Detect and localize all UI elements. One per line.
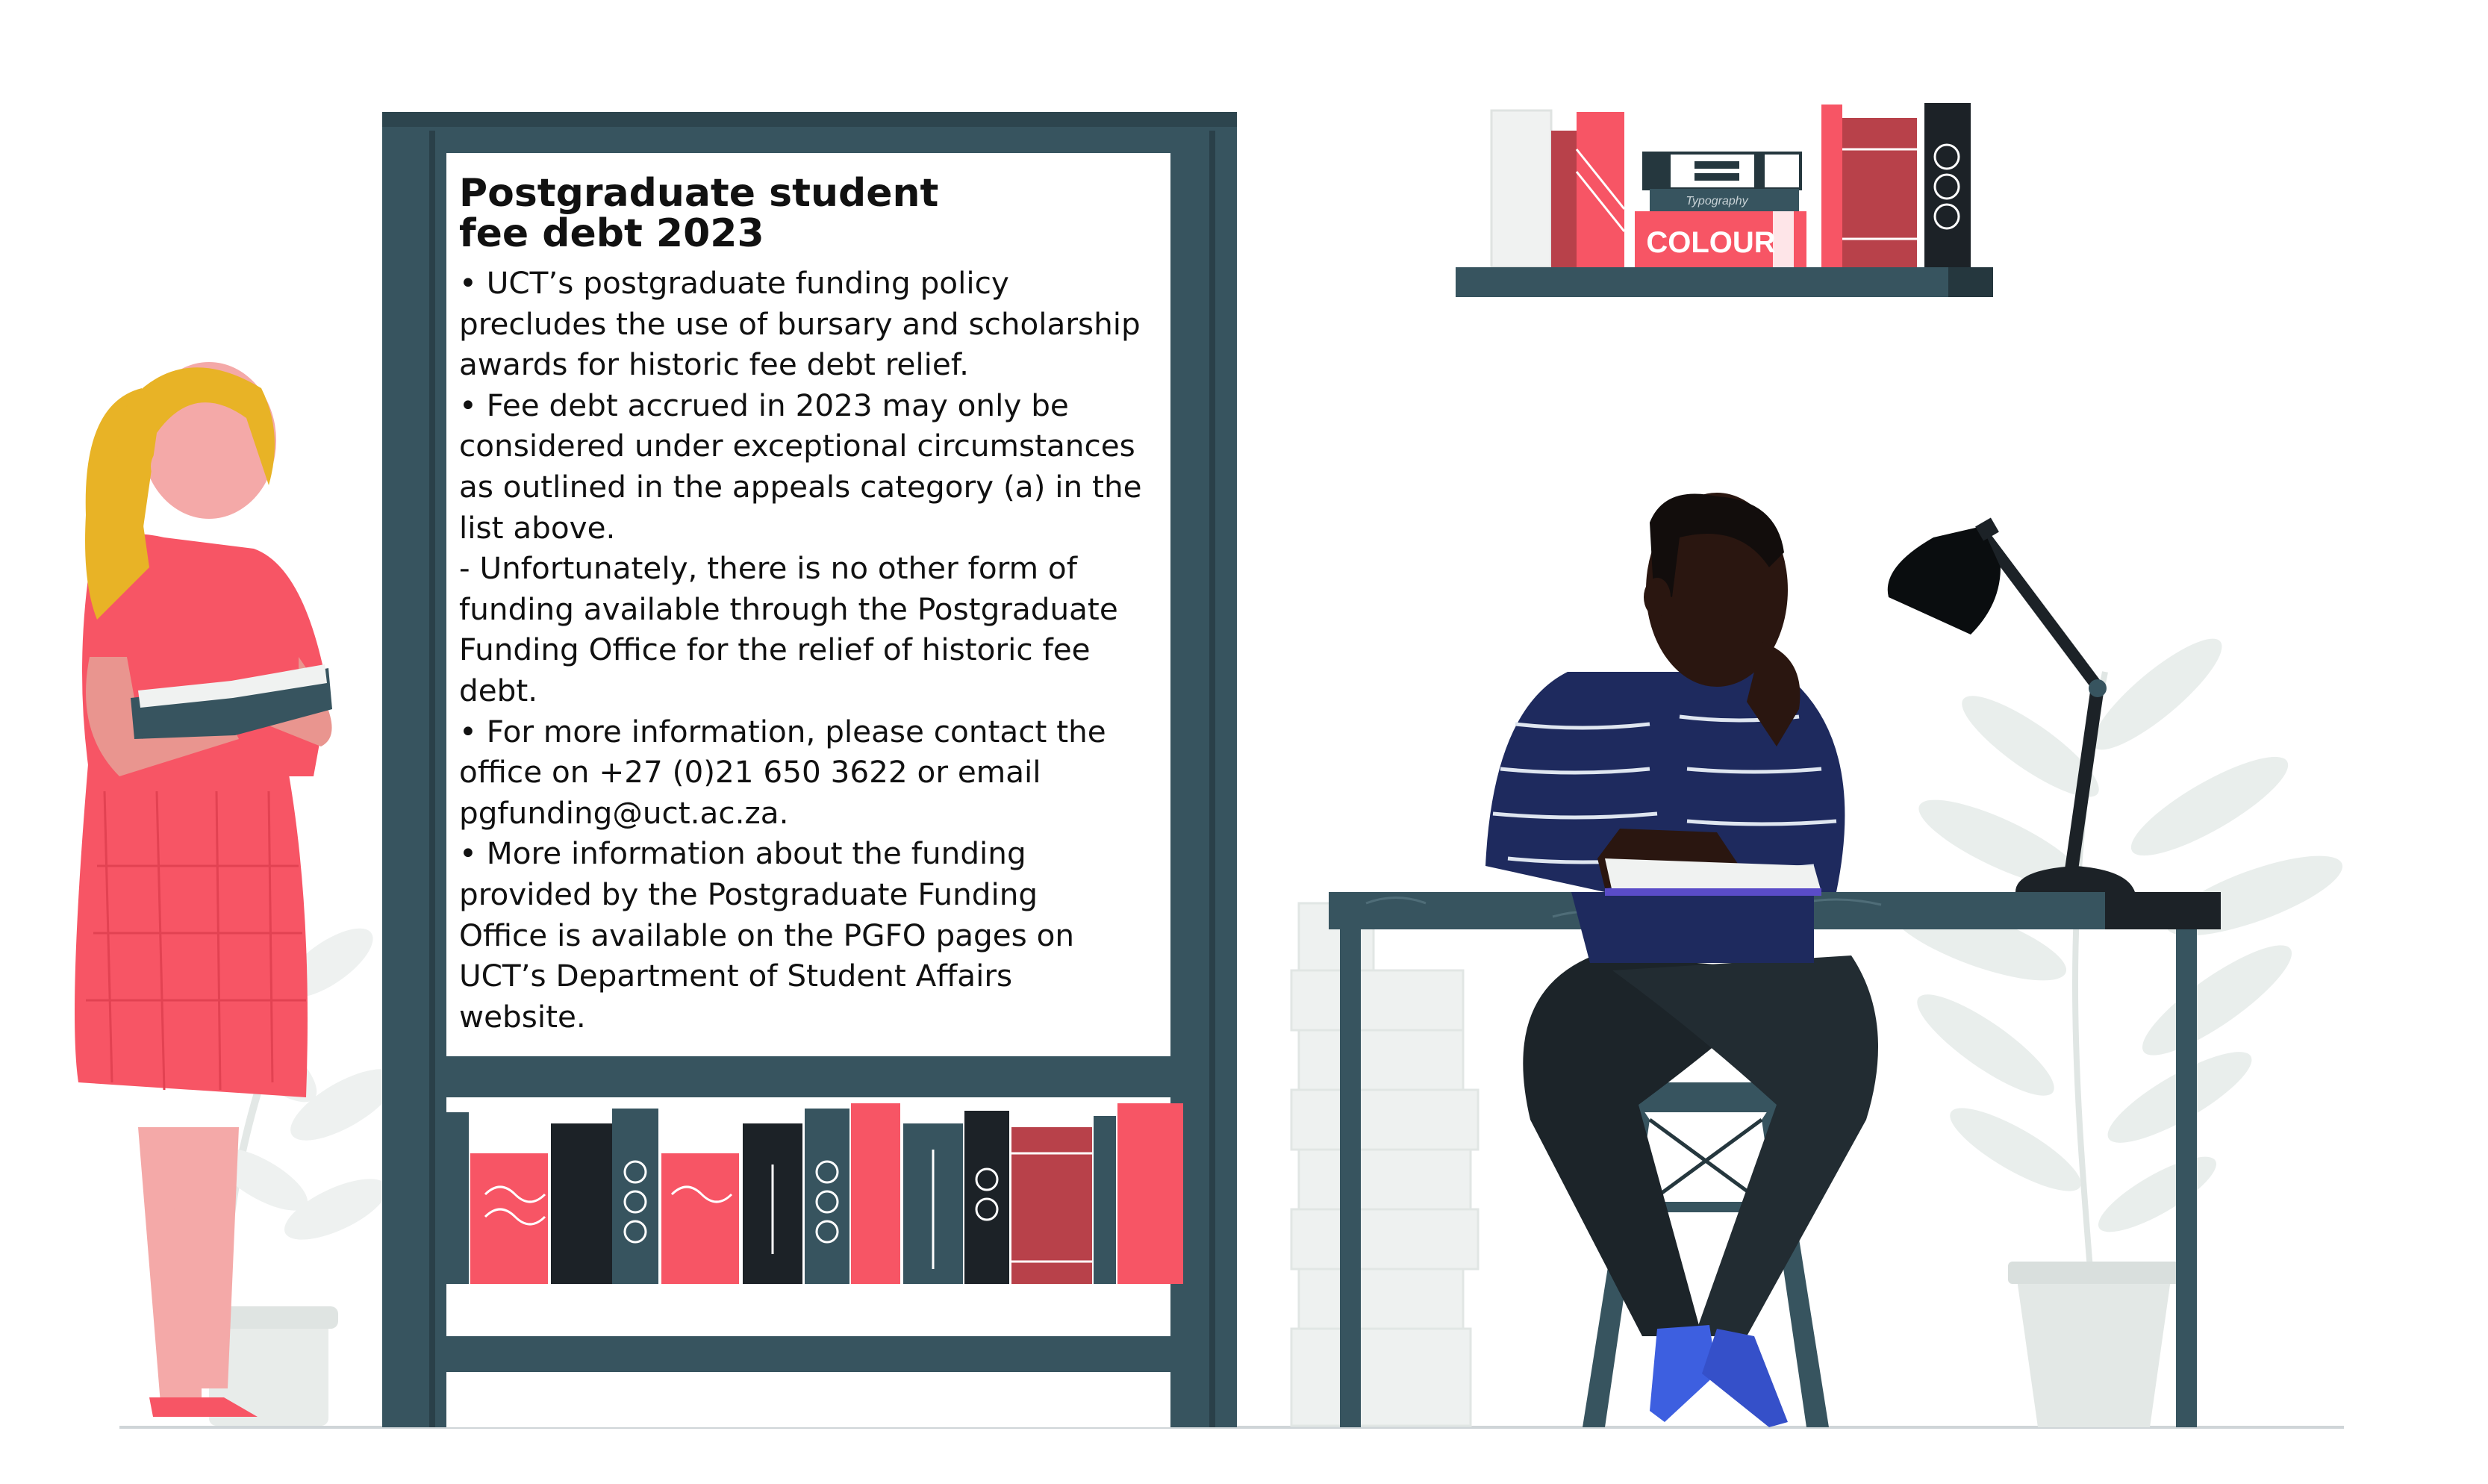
notice-line: Office is available on the PGFO pages on xyxy=(459,917,1075,953)
bookcase-books xyxy=(446,1103,1183,1284)
man-studying-figure xyxy=(1485,493,1878,1427)
notice-paragraph-policy xyxy=(459,263,1176,385)
notice-paragraph-contact xyxy=(459,711,1176,834)
notice-line: - Unfortunately, there is no other form of xyxy=(459,550,1077,587)
notice-line: precludes the use of bursary and scholarship xyxy=(459,305,1141,342)
background-book-stack xyxy=(1291,903,1478,1426)
notice-paragraph-more-info xyxy=(459,833,1176,1037)
notice-line: funding available through the Postgraduate xyxy=(459,590,1118,627)
notice-line: as outlined in the appeals category (a) in the xyxy=(459,468,1142,505)
notice-email: pgfunding@uct.ac.za. xyxy=(459,794,789,831)
notice-line: • UCT’s postgraduate funding policy xyxy=(459,265,1009,301)
notice-paragraph-no-other-funding xyxy=(459,548,1176,711)
notice-line: office on +27 (0)21 650 3622 or email xyxy=(459,754,1041,791)
notice-line: • For more information, please contact the xyxy=(459,713,1106,749)
notice-line: provided by the Postgraduate Funding xyxy=(459,876,1038,912)
fee-debt-notice xyxy=(459,173,1176,1037)
notice-line: debt. xyxy=(459,672,538,708)
notice-title-line: Postgraduate student xyxy=(459,171,939,216)
notice-line: • Fee debt accrued in 2023 may only be xyxy=(459,387,1069,423)
wall-shelf xyxy=(1456,103,1993,297)
notice-line: awards for historic fee debt relief. xyxy=(459,346,970,383)
colour-book-label: COLOUR xyxy=(1646,226,1776,259)
notice-line: list above. xyxy=(459,509,616,546)
notice-line: considered under exceptional circumstances xyxy=(459,428,1135,464)
notice-body xyxy=(459,263,1176,1037)
potted-plant-icon xyxy=(1882,624,2351,1427)
notice-title-line: fee debt 2023 xyxy=(459,211,764,256)
woman-reading-figure xyxy=(75,362,332,1417)
notice-paragraph-2023-debt xyxy=(459,385,1176,548)
notice-line: website. xyxy=(459,998,586,1035)
typography-book-label: Typography xyxy=(1686,195,1748,208)
notice-line: Funding Office for the relief of historic fee xyxy=(459,632,1091,668)
notice-line: UCT’s Department of Student Affairs xyxy=(459,958,1013,994)
notice-line: • More information about the funding xyxy=(459,835,1026,872)
notice-title xyxy=(459,173,1176,254)
